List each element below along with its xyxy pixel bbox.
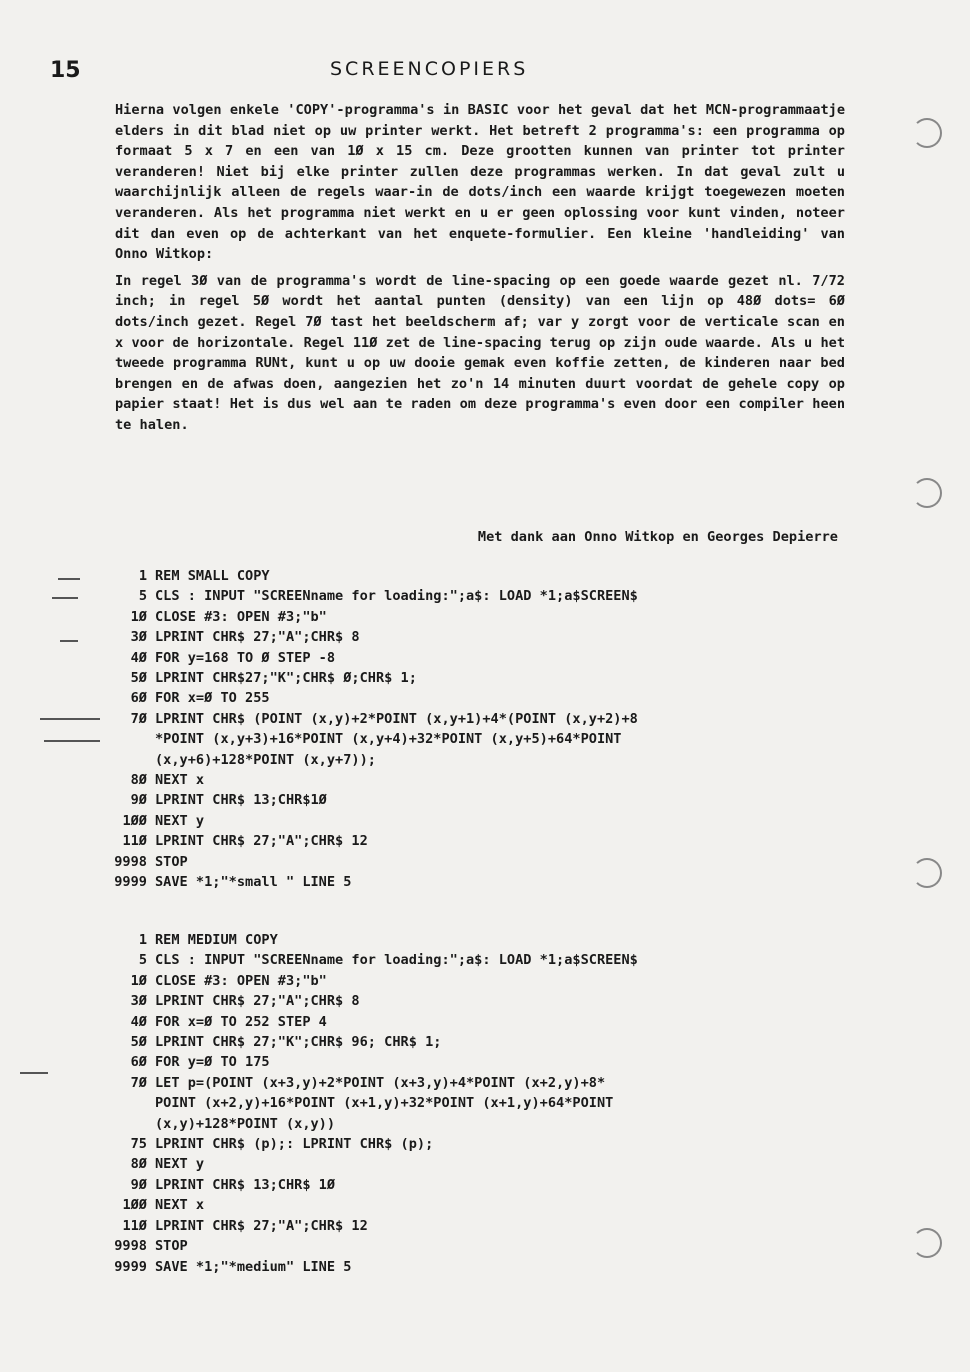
line-number: 7Ø <box>130 1074 147 1091</box>
line-statement: CLOSE #3: OPEN #3;"b" <box>155 608 327 625</box>
line-statement: FOR y=Ø TO 175 <box>155 1054 270 1071</box>
line-statement: REM MEDIUM COPY <box>155 932 278 948</box>
line-statement: LPRINT CHR$ 27;"K";CHR$ 96; CHR$ 1; <box>155 1034 442 1051</box>
line-number: 9999 <box>114 874 147 891</box>
line-number: 11Ø <box>122 1217 147 1234</box>
line-statement: STOP <box>155 853 188 870</box>
line-number: 1ØØ <box>122 812 147 829</box>
line-statement: LET p=(POINT (x+3,y)+2*POINT (x+3,y)+4*POINT (x+2,y)+8* POINT (x+2,y)+16*POINT (x+1,y)+32*POINT (x+1,y)+64*POINT (x,y)+128*POINT (x,y)) <box>155 1074 614 1132</box>
line-statement: LPRINT CHR$ 27;"A";CHR$ 8 <box>155 629 360 646</box>
line-number: 3Ø <box>130 993 147 1010</box>
code-line <box>105 586 845 606</box>
code-line <box>105 1257 845 1277</box>
margin-mark <box>20 1072 48 1074</box>
line-number: 9998 <box>114 1238 147 1255</box>
line-number: 4Ø <box>130 1013 147 1030</box>
line-statement: STOP <box>155 1238 188 1255</box>
code-line <box>105 1052 845 1072</box>
line-statement: NEXT y <box>155 1156 205 1173</box>
code-line <box>105 811 845 831</box>
line-statement: CLS : INPUT "SCREENname for loading:";a$: LOAD *1;a$SCREEN$ <box>155 952 638 969</box>
line-number: 6Ø <box>130 1054 147 1071</box>
line-statement: REM SMALL COPY <box>155 568 270 584</box>
code-line <box>105 1216 845 1236</box>
line-number: 1 <box>138 568 147 584</box>
line-number: 9Ø <box>130 1176 147 1193</box>
line-statement: NEXT x <box>155 1197 205 1214</box>
line-statement: LPRINT CHR$ 13;CHR$1Ø <box>155 792 327 809</box>
line-statement: LPRINT CHR$ 27;"A";CHR$ 12 <box>155 833 368 850</box>
line-number: 9998 <box>114 853 147 870</box>
instructions-paragraph: In regel 3Ø van de programma's wordt de line-spacing op een goede waarde gezet nl. 7/72 inch; in regel 5Ø wordt het aantal punten (density) van een lijn op 48Ø dots= 6Ø dots/inch gezet. Regel 7Ø tast het beeldscherm af; var y zorgt voor de verticale scan en x voor de horizontale. Regel 11Ø zet de line-spacing terug op zijn oude waarde. Als u het tweede programma RUNt, kunt u op uw dooie gemak even koffie zetten, de kinderen naar bed brengen en de afwas doen, aangezien het zo'n 14 minuten duurt voordat de gehele copy op papier staat! Het is dus wel aan te raden om deze programma's even door een compiler heen te halen. <box>115 272 845 433</box>
code-line <box>105 1073 845 1134</box>
line-number: 1 <box>138 932 147 948</box>
margin-mark <box>44 740 100 742</box>
article-body <box>115 100 845 436</box>
line-number: 8Ø <box>130 772 147 789</box>
medium-copy-listing <box>105 930 845 1277</box>
code-line <box>105 627 845 647</box>
line-statement: NEXT x <box>155 772 205 789</box>
margin-mark <box>40 718 100 720</box>
code-line <box>105 1134 845 1154</box>
line-number: 11Ø <box>122 833 147 850</box>
code-line <box>105 1032 845 1052</box>
code-line <box>105 1236 845 1256</box>
code-line <box>105 1195 845 1215</box>
line-number: 8Ø <box>130 1156 147 1173</box>
line-statement: FOR y=168 TO Ø STEP -8 <box>155 649 336 666</box>
line-statement: LPRINT CHR$ 13;CHR$ 1Ø <box>155 1176 336 1193</box>
code-line <box>105 566 845 586</box>
line-number: 1Ø <box>130 972 147 989</box>
line-number: 5Ø <box>130 670 147 687</box>
small-copy-listing <box>105 566 845 893</box>
code-line <box>105 831 845 851</box>
code-line <box>105 872 845 892</box>
line-number: 1ØØ <box>122 1197 147 1214</box>
line-statement: CLOSE #3: OPEN #3;"b" <box>155 972 327 989</box>
line-number: 6Ø <box>130 690 147 707</box>
line-statement: NEXT y <box>155 812 205 829</box>
punch-hole-mark <box>912 118 942 148</box>
line-number: 75 <box>130 1136 147 1153</box>
code-line <box>105 709 845 770</box>
line-number: 7Ø <box>130 710 147 727</box>
code-line <box>105 930 845 950</box>
code-line <box>105 1154 845 1174</box>
page-title: SCREENCOPIERS <box>330 58 529 80</box>
margin-mark <box>58 578 80 580</box>
page-number: 15 <box>50 58 81 83</box>
code-line <box>105 950 845 970</box>
line-number: 5Ø <box>130 1034 147 1051</box>
line-statement: CLS : INPUT "SCREENname for loading:";a$: LOAD *1;a$SCREEN$ <box>155 588 638 605</box>
line-statement: SAVE *1;"*small " LINE 5 <box>155 874 352 891</box>
intro-paragraph: Hierna volgen enkele 'COPY'-programma's in BASIC voor het geval dat het MCN-programmaatje elders in dit blad niet op uw printer werkt. Het betreft 2 programma's: een programma op formaat 5 x 7 en een van 1Ø x 15 cm. Deze grootten kunnen van printer tot printer veranderen! Niet bij elke printer zullen deze programmas werken. In dat geval zult u waarchijnlijk alleen de regels waar-in de dots/inch een waarde krijgt toegewezen moeten veranderen. Als het programma niet werkt en u er geen oplossing voor kunt vinden, noteer dit dan even op de achterkant van het enquete-formulier. Een kleine 'handleiding' van Onno Witkop: <box>115 102 845 263</box>
code-line <box>105 971 845 991</box>
punch-hole-mark <box>912 1228 942 1258</box>
code-line <box>105 1012 845 1032</box>
line-number: 9999 <box>114 1258 147 1275</box>
code-line <box>105 991 845 1011</box>
line-number: 4Ø <box>130 649 147 666</box>
line-number: 5 <box>138 588 147 605</box>
line-number: 5 <box>138 952 147 969</box>
code-line <box>105 668 845 688</box>
code-line <box>105 607 845 627</box>
code-line <box>105 790 845 810</box>
margin-mark <box>52 597 78 599</box>
code-line <box>105 770 845 790</box>
line-statement: LPRINT CHR$27;"K";CHR$ Ø;CHR$ 1; <box>155 670 417 687</box>
line-statement: FOR x=Ø TO 252 STEP 4 <box>155 1013 327 1030</box>
line-statement: LPRINT CHR$ (POINT (x,y)+2*POINT (x,y+1)+4*(POINT (x,y+2)+8 *POINT (x,y+3)+16*POINT (x,y+4)+32*POINT (x,y+5)+64*POINT (x,y+6)+128*POINT (x,y+7)); <box>155 710 638 768</box>
line-statement: LPRINT CHR$ 27;"A";CHR$ 12 <box>155 1217 368 1234</box>
line-statement: SAVE *1;"*medium" LINE 5 <box>155 1258 352 1275</box>
punch-hole-mark <box>912 858 942 888</box>
acknowledgement: Met dank aan Onno Witkop en Georges Depierre <box>477 529 838 545</box>
line-statement: LPRINT CHR$ (p);: LPRINT CHR$ (p); <box>155 1136 434 1153</box>
line-number: 1Ø <box>130 608 147 625</box>
punch-hole-mark <box>912 478 942 508</box>
code-line <box>105 648 845 668</box>
line-statement: LPRINT CHR$ 27;"A";CHR$ 8 <box>155 993 360 1010</box>
line-number: 9Ø <box>130 792 147 809</box>
code-line <box>105 1175 845 1195</box>
code-line <box>105 688 845 708</box>
margin-mark <box>60 640 78 642</box>
line-statement: FOR x=Ø TO 255 <box>155 690 270 707</box>
line-number: 3Ø <box>130 629 147 646</box>
code-line <box>105 852 845 872</box>
